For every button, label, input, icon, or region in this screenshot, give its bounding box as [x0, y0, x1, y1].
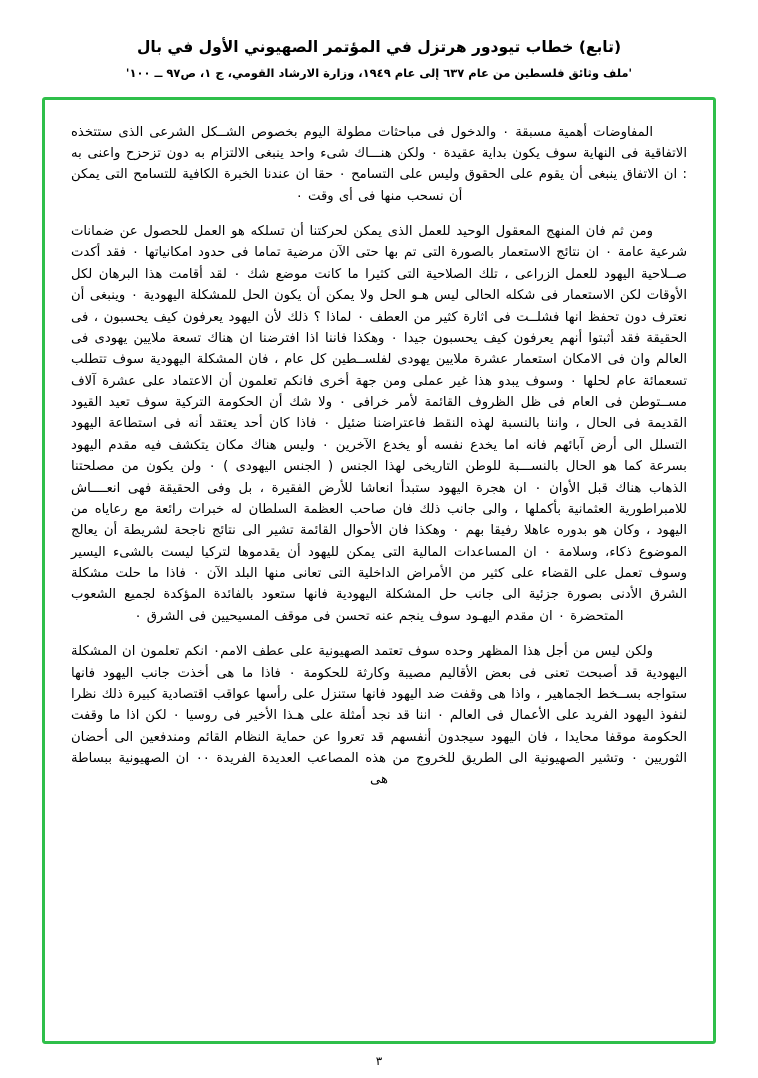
page-title: (تابع) خطاب تيودور هرتزل في المؤتمر الصهيوني الأول في بال — [136, 38, 622, 56]
paragraph-1: المفاوضات أهمية مسبقة ٠ والدخول فى مباحثات مطولة اليوم بخصوص الشــكل الشرعى الذى ستتخذه الاتفاقية فى النهاية سوف يكون بداية عقيدة ٠ ولكن هنـــاك شىء واحد ينبغى الالتزام به دون تزحزح واعنى به : ان الاتفاق ينبغى أن يقوم على الحقوق وليس على التسامح ٠ حقا ان عندنا الخبرة الكافية للتسامح التى يمكن أن نسحب منها فى أى وقت ٠ — [71, 124, 687, 204]
source-citation: 'ملف وثائق فلسطين من عام ٦٣٧ إلى عام ١٩٤٩، وزارة الارشاد القومي، ج ١، ص٩٧ ــ ١٠٠' — [125, 66, 633, 81]
paragraph-2: ومن ثم فان المنهج المعقول الوحيد للعمل الذى يمكن لحركتنا أن تسلكه هو العمل للحصول عن ضمانات شرعية عامة ٠ ان نتائج الاستعمار بالصورة التى تم بها حتى الآن مرضية تماما فى حدود امكانياتها ٠ فقد أكدت صــلاحية اليهود للعمل الزراعى ، تلك الصلاحية التى كثيرا ما كانت موضع شك ٠ لقد أقامت هذا البرهان لكل الأوقات لكن الاستعمار فى شكله الحالى ليس هـو الحل ولا يمكن أن يكون الحل للمشكلة اليهودية ٠ وينبغى أن نعترف دون تحفظ انها فشلــت فى اثارة كثير من العطف ٠ لماذا ؟ ذلك لأن اليهود يعرفون كيف يحسبون ، فى الحقيقة فقد أثبتوا أنهم يعرفون كيف يحسبون جيدا ٠ وهكذا فاننا اذا افترضنا ان هناك تسعة ملايين يهودى فى العالم وان فى الامكان استعمار عشرة ملايين يهودى لفلســطين كل عام ، فان المشكلة اليهودية سوف تتطلب تسعمائة عام لحلها ٠ وسوف يبدو هذا غير عملى ومن جهة أخرى فانكم تعلمون أن الاعتماد على عشرة آلاف مســتوطن فى العام فى ظل الظروف القائمة لأمر خرافى ٠ ولا شك أن الحكومة التركية سوف تعيد القيود القديمة فى الحال ، واننا بالنسبة لهذه النقط فاعتراضنا ضئيل ٠ فاذا كان أحد يعتقد أنه فى استطاعة اليهود التسلل الى أرض آبائهم فانه اما يخدع نفسه أو يخدع الآخرين ٠ وليس هناك مكان يتكشف فيه مقدم اليهود بسرعة كما هو الحال بالنســـبة للوطن التاريخى لهذا الجنس ( الجنس اليهودى ) ٠ ولن يكون من مصلحتنا الذهاب هناك قبل الأوان ٠ ان هجرة اليهود ستبدأ انعاشا للأرض الفقيرة ، بل وفى الحقيقة فهى انعــــاش للامبراطورية العثمانية بأكملها ، والى جانب ذلك فان صاحب العظمة السلطان له خبرات رائعة مع رعاياه من اليهود ، وكان هو بدوره عاهلا رفيقا بهم ٠ وهكذا فان الأحوال القائمة تشير الى نتائج ناجحة لشريطة أن يعالج الموضوع ذكاء، وسلامة ٠ ان المساعدات المالية التى يمكن لليهود أن يقدموها لتركيا ليست بالشىء اليسير وسوف تعمل على القضاء على كثير من الأمراض الداخلية التى تعانى منها البلد الآن ٠ فاذا ما حلت مشكلة الشرق الأدنى بصورة جزئية الى جانب حل المشكلة اليهودية فانها ستعود بالفائدة المؤكدة لجميع الشعوب المتحضرة ٠ ان مقدم اليهـود سوف ينجم عنه تحسن فى موقف المسيحيين فى الشرق ٠ — [71, 224, 688, 624]
page-number: ٣ — [375, 1054, 383, 1068]
paragraph-3: ولكن ليس من أجل هذا المظهر وحده سوف تعتمد الصهيونية على عطف الامم٠ انكم تعلمون ان المشكلة اليهودية قد أصبحت تعنى فى بعض الأقاليم مصيبة وكارثة للحكومة ٠ فاذا ما هى أخذت جانب اليهود فانها ستواجه بســخط الجماهير ، واذا هى وقفت ضد اليهود فانها ستنزل على رأسها عواقب اقتصادية كبيرة ذلك نظرا لنفوذ اليهود الفريد على الأعمال فى العالم ٠ اننا قد نجد أمثلة على هـذا الأخير فى روسيا ٠ لكن اذا ما وقفت الحكومة موقفا محايدا ، فان اليهود سيجدون أنفسهم قد تعروا عن حماية النظام القائم ومندفعين الى أحضان الثوريين ٠ وتشير الصهيونية الى الطريق للخروج من هذه المصاعب العديدة الفريدة ٠٠ ان الصهيونية ببساطة هى — [71, 644, 688, 788]
content-box — [42, 97, 716, 1045]
